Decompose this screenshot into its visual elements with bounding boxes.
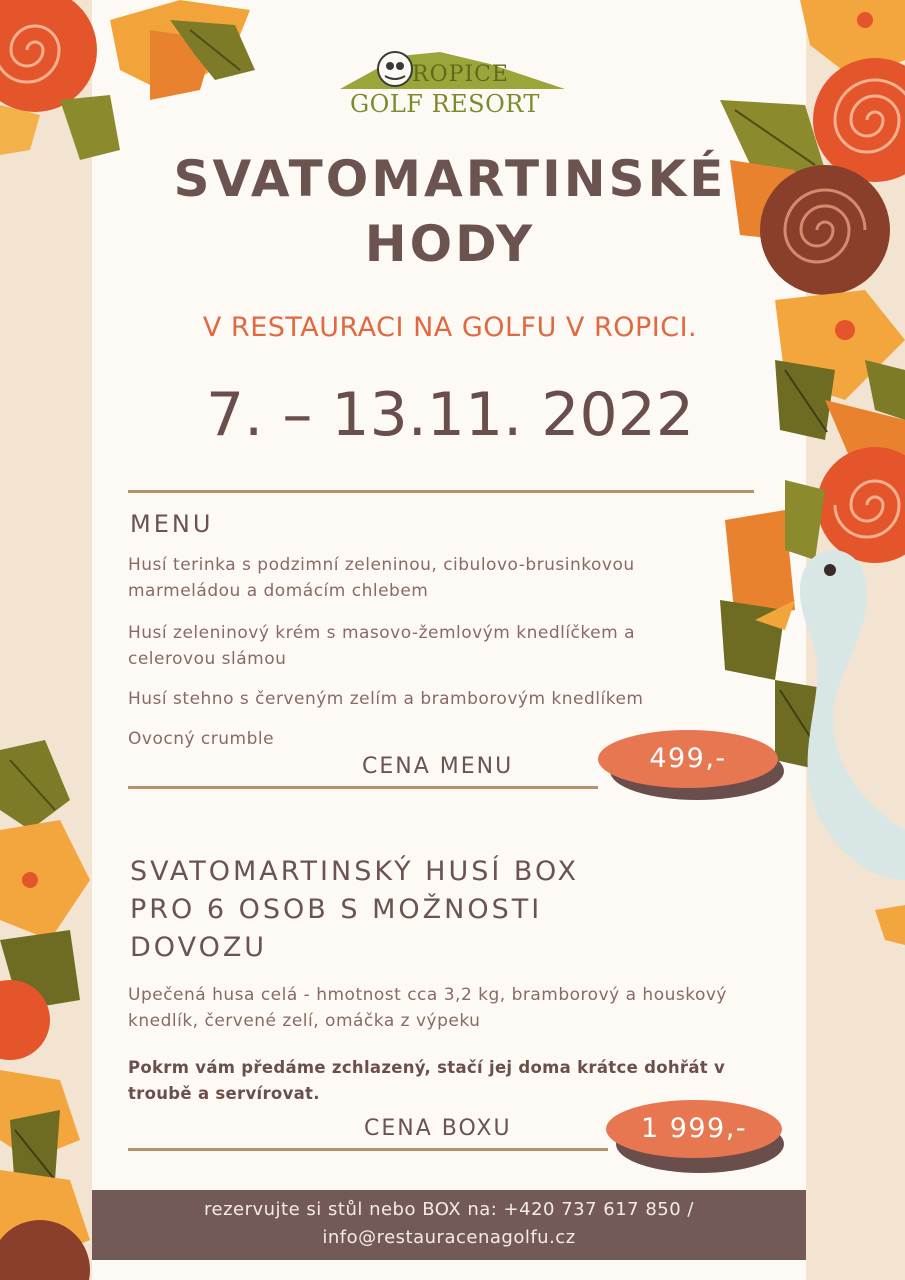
- menu-item: Ovocný crumble: [128, 729, 275, 749]
- box-heading-line2: PRO 6 OSOB S MOŽNOSTI: [130, 894, 543, 925]
- logo-text-ropice: ROPICE: [412, 62, 509, 87]
- page-title-line1: SVATOMARTINSKÉ: [173, 150, 727, 208]
- page-title-line2: HODY: [364, 215, 536, 273]
- menu-price-label: CENA MENU: [362, 754, 514, 779]
- box-heading-line1: SVATOMARTINSKÝ HUSÍ BOX: [130, 856, 579, 887]
- menu-price-badge: 499,-: [598, 730, 778, 788]
- subtitle: V RESTAURACI NA GOLFU V ROPICI.: [202, 312, 698, 343]
- divider-middle: [128, 786, 598, 789]
- autumn-flowers-bottom-left-decoration: [0, 740, 100, 1280]
- box-heading-line3: DOVOZU: [130, 932, 268, 963]
- footer-email-link[interactable]: info@restauracenagolfu.cz: [322, 1227, 576, 1248]
- logo-text-golf-resort: GOLF RESORT: [350, 90, 540, 118]
- menu-item: Husí zeleninový krém s masovo-žemlovým knedlíčkem a celerovou slámou: [128, 623, 635, 669]
- menu-heading: MENU: [130, 510, 214, 538]
- autumn-flowers-right-decoration: [715, 0, 905, 960]
- divider-bottom: [128, 1148, 608, 1151]
- box-note: Pokrm vám předáme zchlazený, stačí jej doma krátce dohřát v troubě a servírovat.: [128, 1058, 726, 1103]
- box-price-badge: 1 999,-: [606, 1100, 782, 1158]
- menu-item: Husí terinka s podzimní zeleninou, cibulovo-brusinkovou marmeládou a domácím chlebem: [128, 555, 635, 601]
- autumn-leaves-top-left-decoration: [0, 0, 270, 170]
- divider-top: [128, 490, 754, 493]
- footer-phone-line: rezervujte si stůl nebo BOX na: +420 737 617 850 /: [203, 1199, 694, 1220]
- box-description: Upečená husa celá - hmotnost cca 3,2 kg, bramborový a houskový knedlík, červené zelí, omáčka z výpeku: [128, 985, 727, 1031]
- event-date: 7. – 13.11. 2022: [206, 380, 694, 450]
- menu-item: Husí stehno s červeným zelím a bramborovým knedlíkem: [128, 689, 644, 709]
- box-price-label: CENA BOXU: [364, 1116, 512, 1141]
- reservation-footer: [92, 1190, 806, 1260]
